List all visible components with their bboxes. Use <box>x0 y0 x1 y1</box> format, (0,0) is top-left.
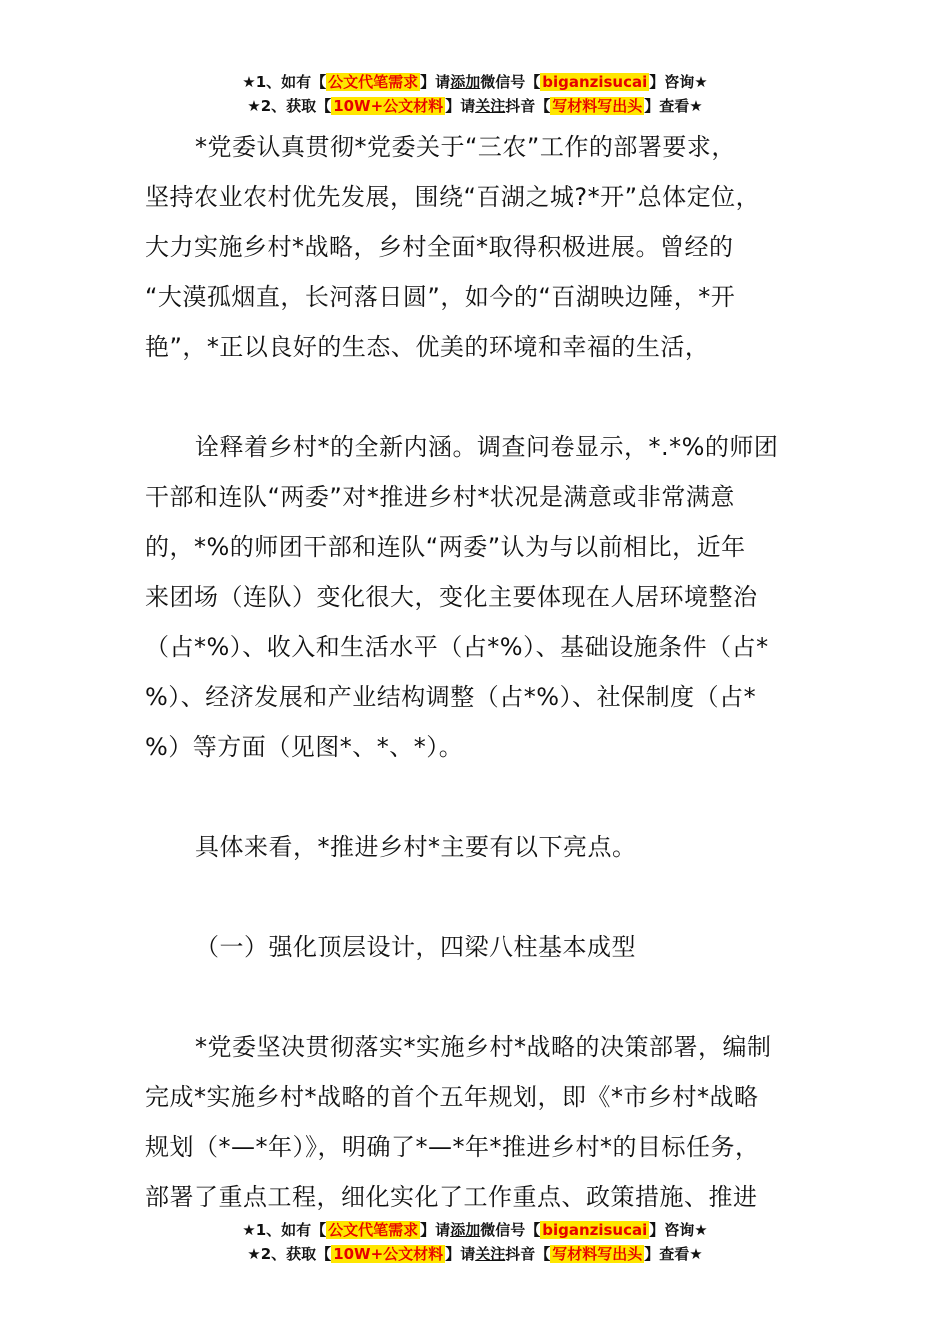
body-line: %）、经济发展和产业结构调整（占*%）、社保制度（占* <box>145 683 757 711</box>
body-line: 干部和连队“两委”对*推进乡村*状况是满意或非常满意 <box>145 483 735 511</box>
body-line: “大漠孤烟直，长河落日圆”，如今的“百湖映边陲，*开 <box>145 283 736 311</box>
body-line: 坚持农业农村优先发展，围绕“百湖之城?*开”总体定位， <box>145 183 761 211</box>
body-line: 艳”，*正以良好的生态、优美的环境和幸福的生活， <box>145 333 710 361</box>
body-line: （占*%）、收入和生活水平（占*%）、基础设施条件（占* <box>145 633 769 661</box>
header-banner <box>0 70 950 118</box>
body-line: 具体来看，*推进乡村*主要有以下亮点。 <box>195 833 637 861</box>
banner-line-1: ★1、如有【 公文代笔需求 】请添加微信号【 biganzisucai 】咨询★ <box>242 73 708 91</box>
body-line: 完成*实施乡村*战略的首个五年规划，即《*市乡村*战略 <box>145 1083 759 1111</box>
document-body <box>145 122 817 1222</box>
body-line: *党委坚决贯彻落实*实施乡村*战略的决策部署，编制 <box>195 1033 772 1061</box>
section-heading: （一）强化顶层设计，四梁八柱基本成型 <box>195 933 636 961</box>
banner-line-1: ★1、如有【 公文代笔需求 】请添加微信号【 biganzisucai 】咨询★ <box>242 1221 708 1239</box>
body-line: 来团场（连队）变化很大，变化主要体现在人居环境整治 <box>145 583 758 611</box>
body-line: 大力实施乡村*战略，乡村全面*取得积极进展。曾经的 <box>145 233 734 261</box>
highlight-service: 公文代笔需求 <box>328 73 419 91</box>
footer-banner <box>0 1218 950 1266</box>
body-line: %）等方面（见图*、*、*）。 <box>145 733 464 761</box>
highlight-materials: 10W+公文材料 <box>333 97 444 115</box>
body-line: 部署了重点工程，细化实化了工作重点、政策措施、推进 <box>145 1183 758 1211</box>
body-line: *党委认真贯彻*党委关于“三农”工作的部署要求， <box>195 133 736 161</box>
body-line: 诠释着乡村*的全新内涵。调查问卷显示，*.*%的师团 <box>195 433 779 461</box>
highlight-douyin: 写材料写出头 <box>552 1245 643 1263</box>
highlight-douyin: 写材料写出头 <box>552 97 643 115</box>
highlight-materials: 10W+公文材料 <box>333 1245 444 1263</box>
banner-line-2: ★2、获取【 10W+公文材料 】请关注抖音【 写材料写出头 】查看★ <box>247 1245 703 1263</box>
highlight-service: 公文代笔需求 <box>328 1221 419 1239</box>
body-line: 规划（*—*年）》，明确了*—*年*推进乡村*的目标任务， <box>145 1133 760 1161</box>
body-line: 的，*%的师团干部和连队“两委”认为与以前相比，近年 <box>145 533 746 561</box>
banner-line-2: ★2、获取【 10W+公文材料 】请关注抖音【 写材料写出头 】查看★ <box>247 97 703 115</box>
highlight-wechat-id: biganzisucai <box>542 73 648 91</box>
highlight-wechat-id: biganzisucai <box>542 1221 648 1239</box>
